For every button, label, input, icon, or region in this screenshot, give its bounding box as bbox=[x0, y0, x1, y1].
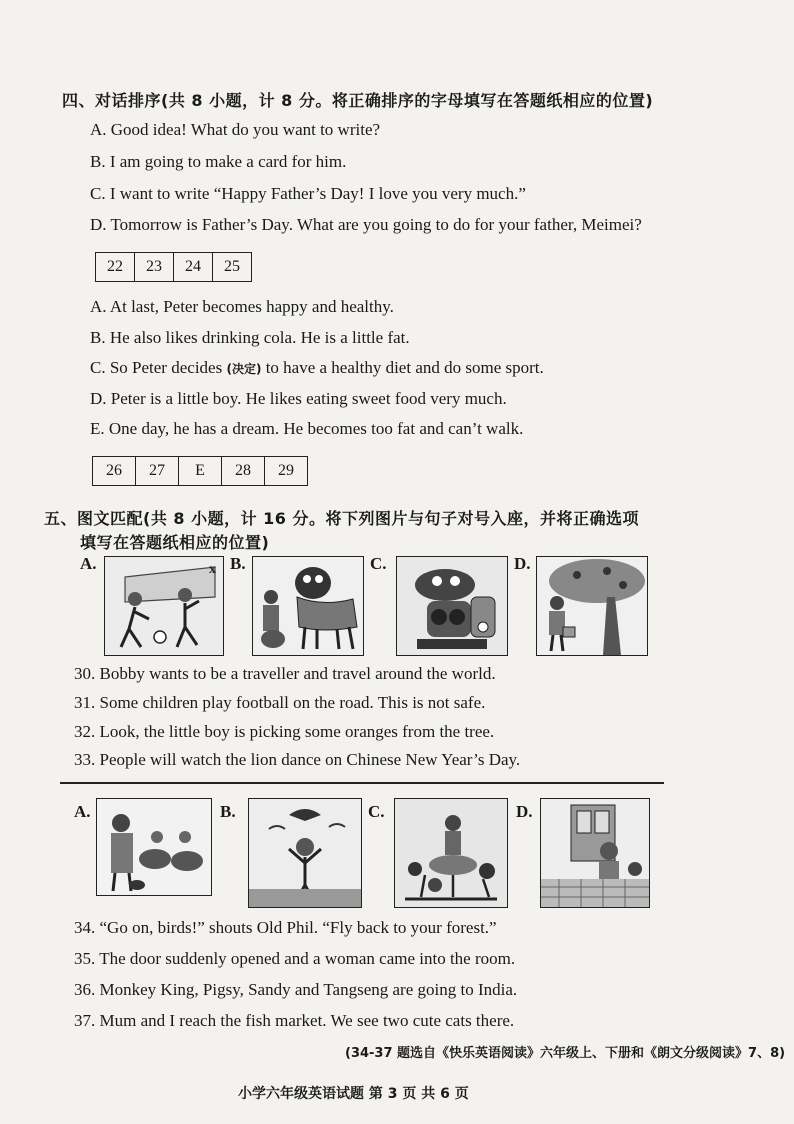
lion-dance-illustration bbox=[253, 557, 363, 655]
picture-label: D. bbox=[516, 802, 533, 821]
section5-title-line2: 填写在答题纸相应的位置) bbox=[80, 533, 270, 552]
dialog1-line-a: A. Good idea! What do you want to write? bbox=[90, 120, 381, 139]
answer-table-1 bbox=[95, 252, 252, 282]
picture-label: C. bbox=[368, 802, 385, 821]
dialog1-line-c: C. I want to write “Happy Father’s Day! I love you very much.” bbox=[90, 184, 526, 203]
answer-cell[interactable]: 26 bbox=[93, 457, 136, 486]
picture-football-road bbox=[104, 556, 224, 656]
woman-door-illustration bbox=[541, 799, 649, 907]
dialog2-line-c bbox=[90, 358, 544, 378]
fish-market-illustration bbox=[97, 799, 211, 895]
picture-traveller bbox=[396, 556, 508, 656]
answer-cell[interactable]: 27 bbox=[136, 457, 179, 486]
picture-label: A. bbox=[74, 802, 91, 821]
match-sentence-35: 35. The door suddenly opened and a woman came into the room. bbox=[74, 949, 516, 968]
picture-label: D. bbox=[514, 554, 531, 573]
dialog2-line-b: B. He also likes drinking cola. He is a little fat. bbox=[90, 328, 410, 347]
match-sentence-36: 36. Monkey King, Pigsy, Sandy and Tangseng are going to India. bbox=[74, 980, 518, 999]
picture-orange-tree bbox=[536, 556, 648, 656]
picture-label: B. bbox=[230, 554, 246, 573]
old-phil-birds-illustration bbox=[249, 799, 361, 907]
picture-label: C. bbox=[370, 554, 387, 573]
source-note: (34-37 题选自《快乐英语阅读》六年级上、下册和《朗文分级阅读》7、8) bbox=[345, 1046, 786, 1061]
picture-woman-door bbox=[540, 798, 650, 908]
dialog2-line-c-note: (决定) bbox=[226, 362, 262, 376]
journey-to-the-west-illustration bbox=[395, 799, 507, 907]
orange-tree-illustration bbox=[537, 557, 647, 655]
dialog2-line-d: D. Peter is a little boy. He likes eating sweet food very much. bbox=[90, 389, 507, 408]
answer-cell[interactable]: 24 bbox=[174, 253, 213, 282]
page-footer: 小学六年级英语试题 第 3 页 共 6 页 bbox=[238, 1086, 469, 1102]
football-kids-illustration bbox=[105, 557, 223, 655]
match-sentence-34: 34. “Go on, birds!” shouts Old Phil. “Fly back to your forest.” bbox=[74, 918, 497, 937]
dialog2-line-e: E. One day, he has a dream. He becomes too fat and can’t walk. bbox=[90, 419, 524, 438]
section5-title-line1: 五、图文匹配(共 8 小题，计 16 分。将下列图片与句子对号入座，并将正确选项 bbox=[44, 509, 639, 528]
answer-cell[interactable]: 25 bbox=[213, 253, 252, 282]
dialog2-line-a: A. At last, Peter becomes happy and healthy. bbox=[90, 297, 394, 316]
match-sentence-37: 37. Mum and I reach the fish market. We see two cute cats there. bbox=[74, 1011, 515, 1030]
section4-title: 四、对话排序(共 8 小题，计 8 分。将正确排序的字母填写在答题纸相应的位置) bbox=[62, 91, 654, 110]
dialog2-line-c-start: C. So Peter decides bbox=[90, 358, 227, 377]
answer-cell[interactable]: 22 bbox=[96, 253, 135, 282]
match-sentence-30: 30. Bobby wants to be a traveller and travel around the world. bbox=[74, 664, 496, 683]
picture-lion-dance bbox=[252, 556, 364, 656]
picture-fish-market bbox=[96, 798, 212, 896]
match-sentence-32: 32. Look, the little boy is picking some oranges from the tree. bbox=[74, 722, 495, 741]
svg-text:x: x bbox=[209, 562, 216, 577]
traveller-mouse-illustration bbox=[397, 557, 507, 655]
dialog1-line-d: D. Tomorrow is Father’s Day. What are you going to do for your father, Meimei? bbox=[90, 215, 642, 234]
dialog1-line-b: B. I am going to make a card for him. bbox=[90, 152, 347, 171]
picture-label: B. bbox=[220, 802, 236, 821]
picture-label: A. bbox=[80, 554, 97, 573]
picture-old-phil-birds bbox=[248, 798, 362, 908]
picture-journey-west bbox=[394, 798, 508, 908]
answer-cell[interactable]: 28 bbox=[222, 457, 265, 486]
answer-cell[interactable]: 29 bbox=[265, 457, 308, 486]
answer-cell[interactable]: 23 bbox=[135, 253, 174, 282]
answer-table-2 bbox=[92, 456, 308, 486]
answer-cell: E bbox=[179, 457, 222, 486]
dialog2-line-c-end: to have a healthy diet and do some sport. bbox=[261, 358, 544, 377]
match-sentence-31: 31. Some children play football on the road. This is not safe. bbox=[74, 693, 486, 712]
match-sentence-33: 33. People will watch the lion dance on Chinese New Year’s Day. bbox=[74, 750, 521, 769]
divider-line bbox=[60, 782, 664, 784]
